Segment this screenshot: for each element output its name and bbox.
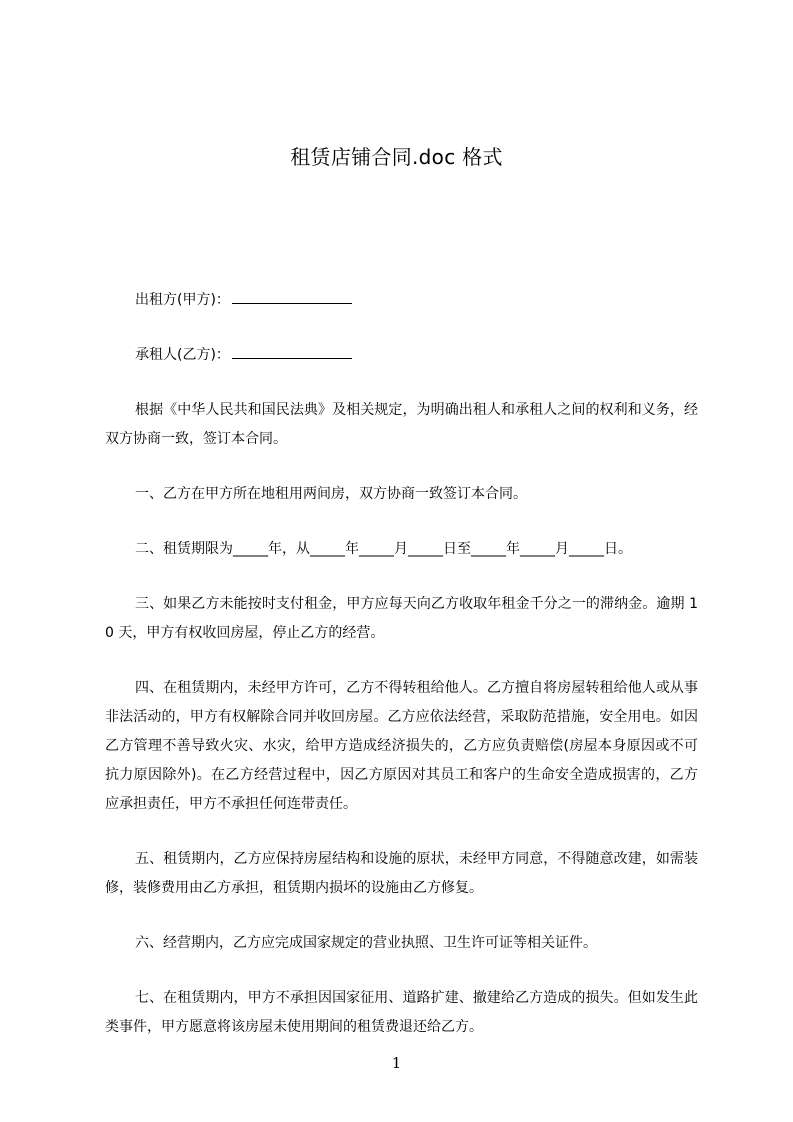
clause-4: 四、在租赁期内，未经甲方许可，乙方不得转租给他人。乙方擅自将房屋转租给他人或从事非法活动的，甲方有权解除合同并收回房屋。乙方应依法经营，采取防范措施，安全用电。如因乙方管理不善导致火灾、水灾，给甲方造成经济损失的，乙方应负责赔偿(房屋本身原因或不可抗力原因除外)。在乙方经营过程中，因乙方原因对其员工和客户的生命安全造成损害的，乙方应承担责任，甲方不承担任何连带责任。	[105, 680, 698, 812]
clause-1: 一、乙方在甲方所在地租用两间房，双方协商一致签订本合同。	[135, 486, 527, 502]
clause-2: 二、租赁期限为_____年，从_____年_____月_____日至_____年_____月_____日。	[135, 541, 632, 557]
clause-3: 三、如果乙方未能按时支付租金，甲方应每天向乙方收取年租金千分之一的滞纳金。逾期 10 天，甲方有权收回房屋，停止乙方的经营。	[105, 596, 698, 641]
document-title: 租赁店铺合同.doc 格式	[290, 145, 503, 169]
document-body	[105, 286, 698, 1068]
lessee-line	[105, 341, 698, 370]
page-number: 1	[391, 1054, 402, 1072]
lessor-label: 出租方(甲方)：	[135, 292, 230, 308]
lessor-line	[105, 286, 698, 315]
lessee-label: 承租人(乙方)：	[135, 347, 230, 363]
intro-paragraph: 根据《中华人民共和国民法典》及相关规定，为明确出租人和承租人之间的权利和义务，经双方协商一致，签订本合同。	[105, 402, 698, 447]
clause-6: 六、经营期内，乙方应完成国家规定的营业执照、卫生许可证等相关证件。	[135, 935, 597, 951]
lessor-blank	[232, 287, 352, 304]
clause-5: 五、租赁期内，乙方应保持房屋结构和设施的原状，未经甲方同意，不得随意改建，如需装修，装修费用由乙方承担，租赁期内损坏的设施由乙方修复。	[105, 851, 698, 896]
lessee-blank	[232, 342, 352, 359]
clause-7: 七、在租赁期内，甲方不承担因国家征用、道路扩建、撤建给乙方造成的损失。但如发生此类事件，甲方愿意将该房屋未使用期间的租赁费退还给乙方。	[105, 990, 698, 1035]
